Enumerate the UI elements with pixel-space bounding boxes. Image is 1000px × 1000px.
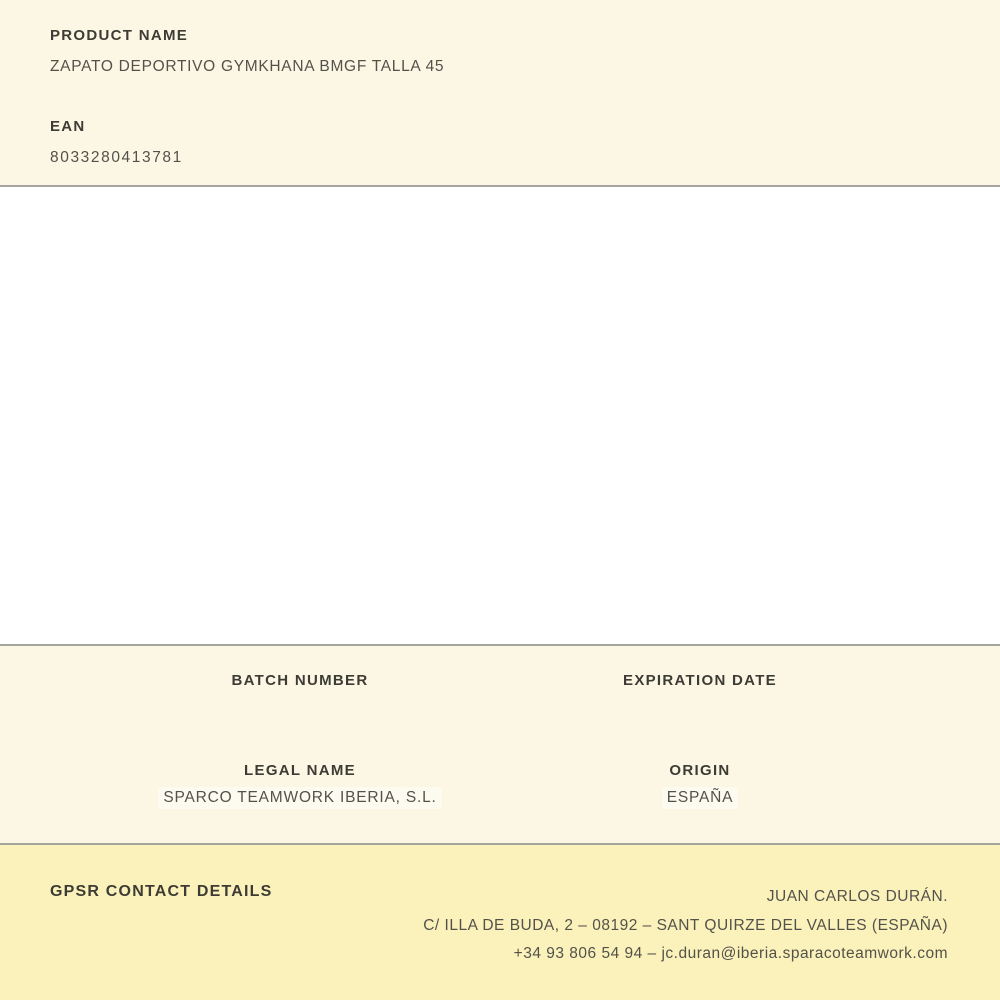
product-name-field	[50, 27, 950, 76]
product-name-label: PRODUCT NAME	[50, 27, 189, 44]
gpsr-contact-section	[0, 845, 1000, 1000]
expiration-date-value	[500, 693, 900, 710]
gpsr-contact-label: GPSR CONTACT DETAILS	[50, 883, 273, 900]
contact-name: JUAN CARLOS DURÁN.	[766, 888, 948, 905]
origin-label: ORIGIN	[669, 762, 731, 779]
ean-value: 8033280413781	[50, 149, 183, 166]
batch-number-label: BATCH NUMBER	[231, 672, 369, 689]
product-info-section	[0, 0, 1000, 185]
legal-name-value: SPARCO TEAMWORK IBERIA, S.L.	[100, 787, 500, 809]
contact-phone-email: +34 93 806 54 94 – jc.duran@iberia.sparacoteamwork.com	[513, 945, 948, 962]
traceability-section	[0, 646, 1000, 843]
right-field-column	[500, 646, 900, 843]
origin-value: ESPAÑA	[500, 787, 900, 809]
batch-number-value	[100, 693, 500, 710]
image-area	[0, 187, 1000, 644]
contact-address: C/ ILLA DE BUDA, 2 – 08192 – SANT QUIRZE DEL VALLES (ESPAÑA)	[423, 916, 948, 934]
ean-label: EAN	[50, 118, 86, 135]
legal-name-label: LEGAL NAME	[244, 762, 356, 779]
product-name-value: ZAPATO DEPORTIVO GYMKHANA BMGF TALLA 45	[50, 58, 445, 75]
ean-field	[50, 118, 950, 167]
left-field-column	[100, 646, 500, 843]
contact-details	[423, 883, 948, 969]
expiration-date-label: EXPIRATION DATE	[623, 672, 777, 689]
